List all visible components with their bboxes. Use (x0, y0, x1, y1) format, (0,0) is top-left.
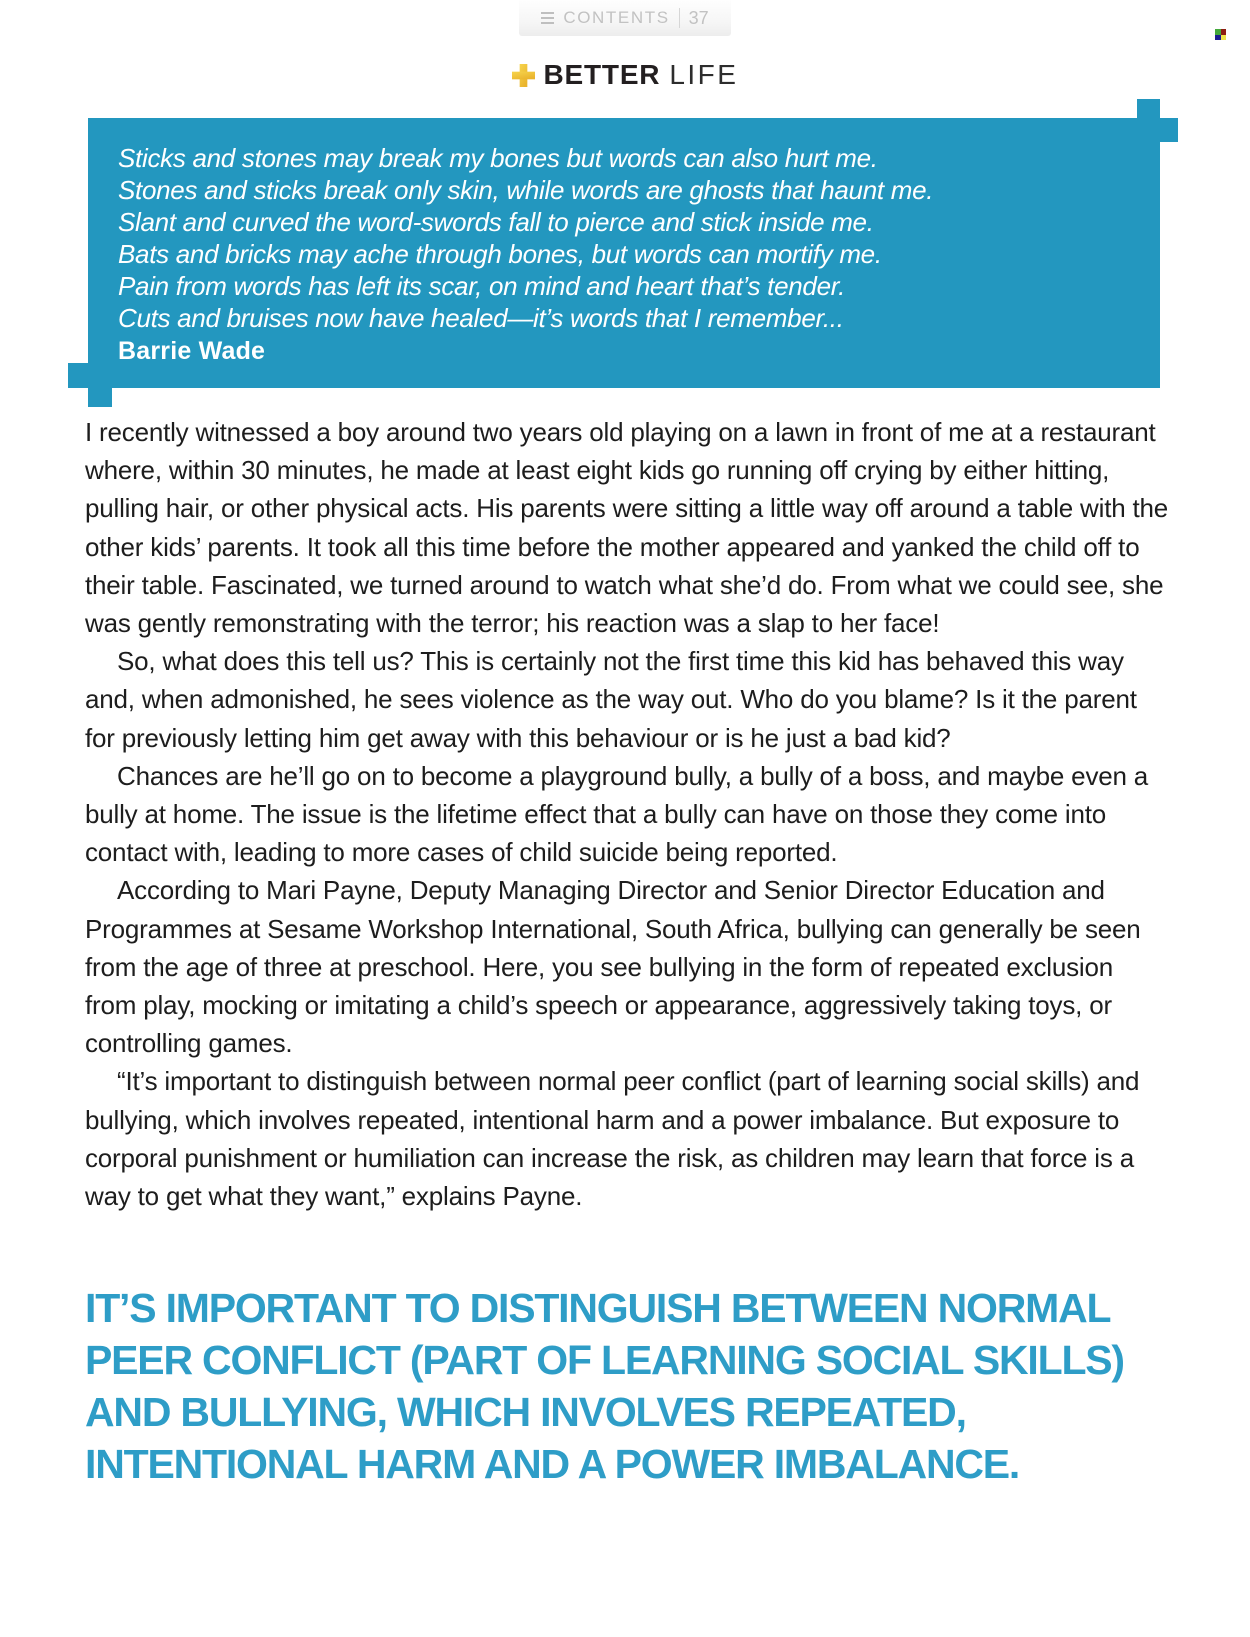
poem-line: Slant and curved the word-swords fall to pierce and stick inside me. (118, 207, 874, 237)
quote-box-corner-decoration (1137, 99, 1160, 118)
pull-quote-line: INTENTIONAL HARM AND A POWER IMBALANCE. (85, 1441, 1020, 1487)
article-paragraph: “It’s important to distinguish between normal peer conflict (part of learning social skills) and bullying, which involves repeated, intentional harm and a power imbalance. But exposure to corporal punishment or humiliation can increase the risk, as children may learn that force is a way to get what they want,” explains Payne. (85, 1066, 1140, 1212)
page-number: 37 (688, 7, 709, 28)
pull-quote-line: PEER CONFLICT (PART OF LEARNING SOCIAL SKILLS) (85, 1337, 1124, 1383)
poem-line: Stones and sticks break only skin, while words are ghosts that haunt me. (118, 175, 934, 205)
brand-title-bold: BETTER (543, 59, 661, 90)
mosaic-yellow-square (1221, 35, 1227, 41)
section-brand (0, 59, 1250, 91)
poem-line: Sticks and stones may break my bones but words can also hurt me. (118, 143, 878, 173)
poem-attribution: Barrie Wade (118, 337, 266, 365)
pull-quote-line: IT’S IMPORTANT TO DISTINGUISH BETWEEN NORMAL (85, 1285, 1111, 1331)
contents-nav-button[interactable] (519, 0, 731, 36)
poem-line: Pain from words has left its scar, on mind and heart that’s tender. (118, 271, 846, 301)
header-divider (679, 8, 680, 28)
poem-line: Bats and bricks may ache through bones, but words can mortify me. (118, 239, 882, 269)
pull-quote (85, 1282, 1195, 1490)
mosaic-logo-icon (1215, 29, 1226, 40)
poem-quote-box (88, 118, 1160, 388)
article-paragraph: So, what does this tell us? This is certainly not the first time this kid has behaved this way and, when admonished, he sees violence as the way out. Who do you blame? Is it the parent for previously letting him get away with this behaviour or is he just a bad kid? (85, 646, 1137, 753)
article-body (85, 413, 1170, 1215)
article-paragraph: I recently witnessed a boy around two years old playing on a lawn in front of me at a restaurant where, within 30 minutes, he made at least eight kids go running off crying by either hitting, pulling hair, or other physical acts. His parents were sitting a little way off around a table with the other kids’ parents. It took all this time before the mother appeared and yanked the child off to their table. Fascinated, we turned around to watch what she’d do. From what we could see, she was gently remonstrating with the terror; his reaction was a slap to her face! (85, 417, 1169, 639)
contents-label: CONTENTS (563, 8, 670, 27)
pull-quote-line: AND BULLYING, WHICH INVOLVES REPEATED, (85, 1389, 966, 1435)
brand-title-light: LIFE (669, 59, 739, 90)
quote-box-corner-decoration (68, 363, 88, 388)
plus-icon (512, 64, 535, 87)
article-paragraph: Chances are he’ll go on to become a playground bully, a bully of a boss, and maybe even a bully at home. The issue is the lifetime effect that a bully can have on those they come into contact with, leading to more cases of child suicide being reported. (85, 760, 1149, 868)
poem-line: Cuts and bruises now have healed—it’s words that I remember... (118, 303, 844, 333)
quote-box-corner-decoration (88, 388, 112, 407)
hamburger-icon (541, 12, 554, 24)
quote-box-corner-decoration (1160, 118, 1178, 142)
article-paragraph: According to Mari Payne, Deputy Managing Director and Senior Director Education and Programmes at Sesame Workshop International, South Africa, bullying can generally be seen from the age of three at preschool. Here, you see bullying in the form of repeated exclusion from play, mocking or imitating a child’s speech or appearance, aggressively taking toys, or controlling games. (85, 875, 1141, 1059)
